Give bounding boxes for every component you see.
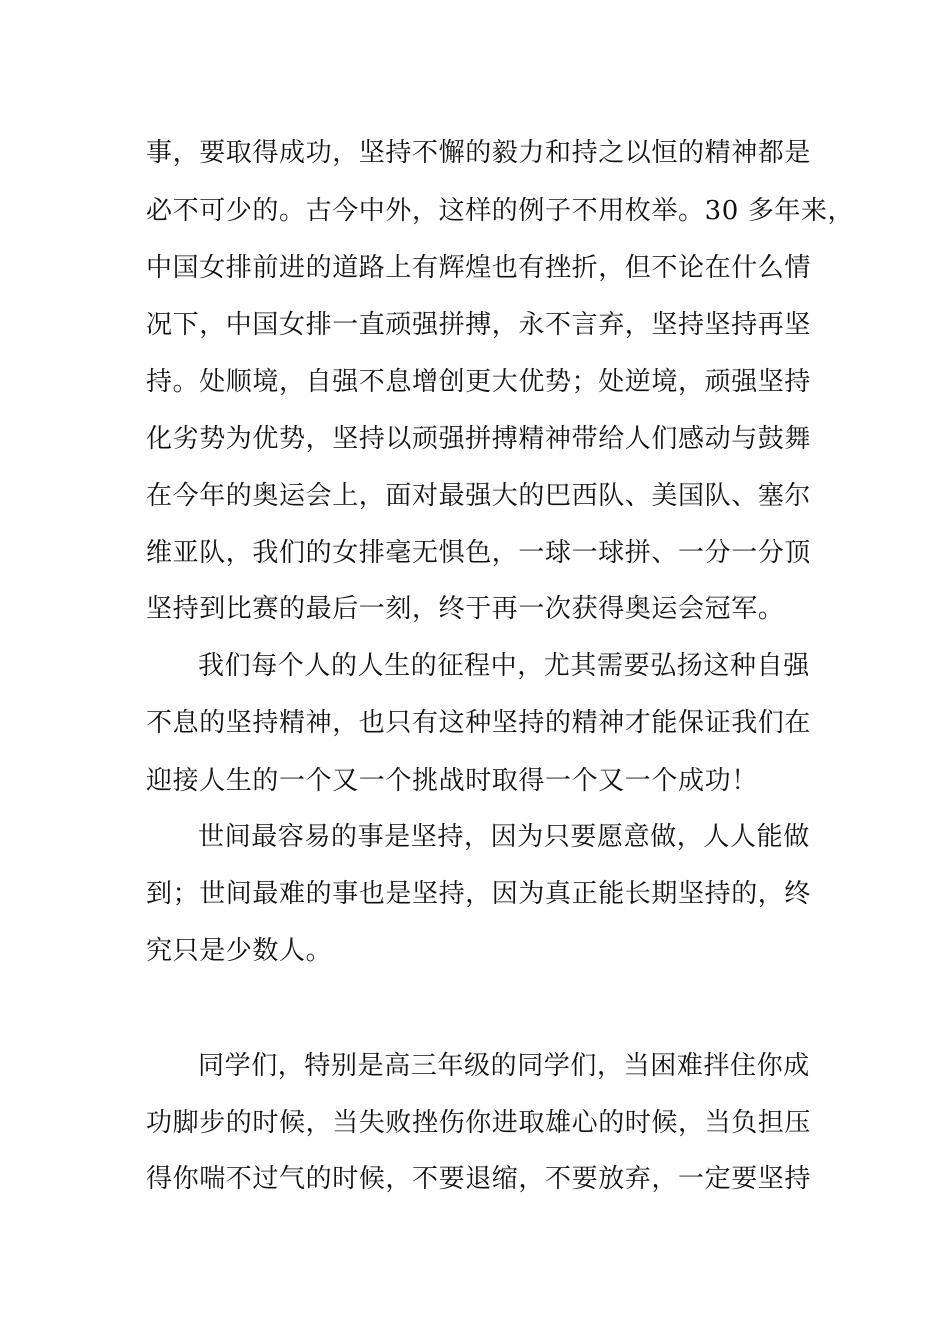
paragraph-first-line: 我们每个人的人生的征程中，尤其需要弘扬这种自强 (198, 651, 810, 681)
text-line: 到；世间最难的事也是坚持，因为真正能长期坚持的，终 (146, 879, 812, 909)
text-line: 究只是少数人。 (146, 936, 333, 966)
text-line: 在今年的奥运会上，面对最强大的巴西队、美国队、塞尔 (146, 481, 812, 511)
text-line: 迎接人生的一个又一个挑战时取得一个又一个成功！ (146, 766, 758, 796)
text-line: 维亚队，我们的女排毫无惧色，一球一球拼、一分一分顶 (146, 538, 812, 568)
text-line: 得你喘不过气的时候，不要退缩，不要放弃，一定要坚持 (146, 1164, 812, 1194)
text-line: 坚持到比赛的最后一刻，终于再一次获得奥运会冠军。 (146, 594, 785, 624)
text-line: 功脚步的时候，当失败挫伤你进取雄心的时候，当负担压 (146, 1108, 812, 1138)
text-line: 不息的坚持精神，也只有这种坚持的精神才能保证我们在 (146, 708, 812, 738)
text-line: 必不可少的。古今中外，这样的例子不用枚举。30 多年来， (146, 196, 855, 226)
text-line: 化劣势为优势，坚持以顽强拼搏精神带给人们感动与鼓舞 (146, 424, 812, 454)
paragraph-first-line: 世间最容易的事是坚持，因为只要愿意做，人人能做 (198, 822, 810, 852)
text-line: 持。处顺境，自强不息增创更大优势；处逆境，顽强坚持 (146, 367, 812, 397)
paragraph-first-line: 同学们，特别是高三年级的同学们，当困难拌住你成 (198, 1051, 810, 1081)
text-line: 事，要取得成功，坚持不懈的毅力和持之以恒的精神都是 (146, 138, 812, 168)
text-line: 中国女排前进的道路上有辉煌也有挫折，但不论在什么情 (146, 253, 812, 283)
text-line: 况下，中国女排一直顽强拼搏，永不言弃，坚持坚持再坚 (146, 310, 812, 340)
